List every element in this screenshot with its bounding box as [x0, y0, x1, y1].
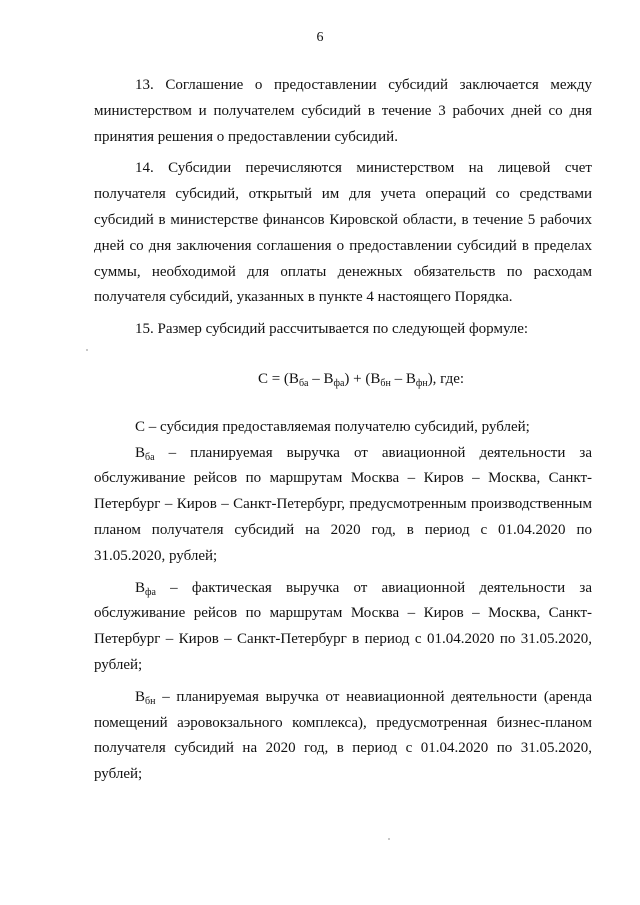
definition-b-fa-text: – фактическая выручка от авиационной деятельности за обслуживание рейсов по маршрутам Москва – Киров – Москва, Санкт-Петербург – Киров – Санкт-Петербург в период с 01.04.2020 по 31.05.2020, рублей; — [94, 579, 592, 673]
formula-lhs: С = ( — [257, 370, 289, 387]
scan-speck — [86, 349, 88, 351]
definition-b-bn — [94, 685, 592, 788]
page-number: 6 — [316, 30, 324, 45]
formula-minus-2: – — [390, 370, 406, 387]
definition-b-bn-sub: бн — [145, 695, 156, 707]
definition-b-bn-symbol: В — [135, 688, 146, 705]
paragraph-13: 13. Соглашение о предоставлении субсидий заключается между министерством и получателем субсидий в течение 3 рабочих дней со дня принятия решения о предоставлении субсидий. — [94, 77, 592, 145]
definition-b-fa-symbol: В — [135, 579, 146, 596]
formula-sub-fa: фа — [333, 377, 345, 389]
formula-b-fn: В — [405, 370, 416, 387]
formula-tail: ), где: — [427, 370, 465, 387]
formula-sub-ba: ба — [298, 377, 309, 389]
definition-b-fa — [94, 576, 592, 679]
scan-speck — [388, 838, 390, 840]
paragraph-14: 14. Субсидии перечисляются министерством на лицевой счет получателя субсидий, открытый им для учета операций со средствами субсидий в министерстве финансов Кировской области, в течение 5 рабочих дней со дня заключения соглашения о предоставлении субсидий в пределах суммы, необходимой для оплаты денежных обязательств по расходам получателя субсидий, указанных в пункте 4 настоящего Порядка. — [94, 160, 592, 306]
formula-mid: ) + ( — [344, 370, 371, 387]
document-body — [94, 73, 592, 788]
definition-b-fa-sub: фа — [145, 586, 156, 598]
formula-minus-1: – — [308, 370, 324, 387]
definition-b-bn-text: – планируемая выручка от неавиационной деятельности (аренда помещений аэровокзального комплекса), предусмотренная бизнес-планом получателя субсидий на 2020 год, в период с 01.04.2020 по 31.05.2020, рублей; — [94, 688, 592, 783]
definition-c: С – субсидия предоставляемая получателю субсидий, рублей; — [135, 418, 530, 435]
formula-sub-fn: фн — [415, 377, 428, 389]
definition-b-ba — [94, 441, 592, 570]
subsidy-formula — [94, 367, 592, 393]
paragraph-15: 15. Размер субсидий рассчитывается по следующей формуле: — [135, 321, 529, 338]
formula-b-bn: В — [370, 370, 381, 387]
definition-b-ba-symbol: В — [135, 444, 146, 461]
formula-b-fa: В — [323, 370, 334, 387]
definition-b-ba-text: – планируемая выручка от авиационной деятельности за обслуживание рейсов по маршрутам Москва – Киров – Москва, Санкт-Петербург – Киров – Санкт-Петербург, предусмотренным производственным планом получателя субсидий на 2020 год, в период с 01.04.2020 по 31.05.2020, рублей; — [94, 444, 592, 564]
definition-b-ba-sub: ба — [145, 451, 155, 463]
formula-sub-bn: бн — [380, 377, 391, 389]
formula-b-ba: В — [288, 370, 299, 387]
